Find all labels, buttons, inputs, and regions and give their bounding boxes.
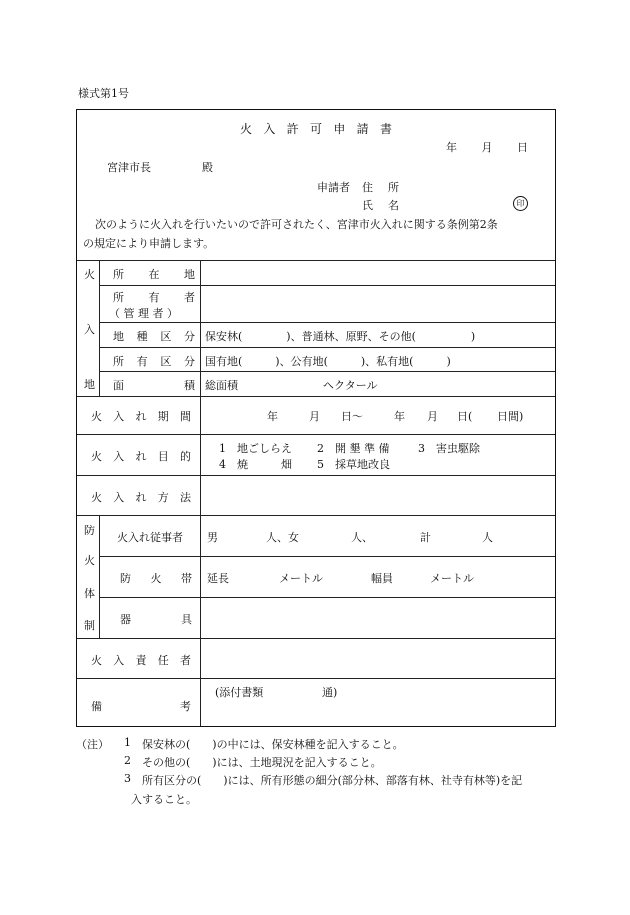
ownership-value[interactable]: 国有地( )、公有地( )、私有地( ) — [205, 355, 451, 368]
attachments-suffix: 通) — [322, 686, 338, 699]
body-text-line1: 次のように火入れを行いたいので許可されたく、宮津市火入れに関する条例第2条 — [95, 218, 498, 231]
fire-group-label-2: 火 — [84, 554, 95, 567]
period-day-from[interactable]: 日〜 — [341, 410, 363, 423]
area-prefix: 総面積 — [205, 379, 238, 392]
equipment-field[interactable] — [202, 599, 552, 636]
firebreak-length-unit[interactable]: メートル — [279, 572, 323, 585]
period-month-to[interactable]: 月 — [427, 410, 438, 423]
application-form — [76, 109, 556, 727]
responsible-label: 火 入 責 任 者 — [91, 654, 191, 667]
form-number: 様式第1号 — [78, 87, 129, 100]
owner-field[interactable] — [202, 287, 552, 321]
note-2-number: 2 — [124, 754, 131, 767]
name-label: 氏 名 — [362, 199, 399, 212]
firebreak-width-unit[interactable]: メートル — [430, 572, 474, 585]
period-label: 火 入 れ 期 間 — [91, 410, 191, 423]
area-unit: ヘクタール — [323, 379, 378, 392]
period-year-from[interactable]: 年 — [267, 410, 278, 423]
area-label: 面 積 — [113, 379, 195, 392]
equipment-label: 器 具 — [120, 613, 192, 626]
period-year-to[interactable]: 年 — [394, 410, 405, 423]
honorific: 殿 — [202, 161, 213, 174]
attachments-prefix: (添付書類 — [215, 686, 264, 699]
purpose-label: 火 入 れ 目 的 — [91, 450, 191, 463]
workers-female[interactable]: 人、女 — [266, 531, 299, 544]
note-3-continued: 入すること。 — [131, 793, 197, 806]
note-1-number: 1 — [124, 736, 131, 749]
workers-male[interactable]: 男 — [207, 531, 218, 544]
manager-label: （ 管 理 者 ） — [109, 307, 178, 320]
responsible-field[interactable] — [202, 640, 552, 676]
fire-group-label-3: 体 — [84, 587, 95, 600]
area-field[interactable] — [257, 374, 319, 392]
applicant-label: 申請者 — [317, 181, 350, 194]
workers-total[interactable]: 計 — [420, 531, 431, 544]
period-days[interactable]: 日間) — [497, 410, 524, 423]
method-field[interactable] — [202, 477, 552, 513]
address-field[interactable] — [400, 178, 550, 193]
note-2: その他の( )には、土地現況を記入すること。 — [142, 756, 382, 769]
workers-sep: 人、 — [351, 531, 373, 544]
seal-mark: 印 — [513, 196, 528, 211]
period-month-from[interactable]: 月 — [309, 410, 320, 423]
period-day-to[interactable]: 日( — [457, 410, 473, 423]
note-3-number: 3 — [124, 772, 131, 785]
land-group-label-1: 火 — [84, 268, 95, 281]
land-type-value[interactable]: 保安林( )、普通林、原野、その他( ) — [205, 330, 476, 343]
workers-total-unit: 人 — [482, 531, 493, 544]
location-field[interactable] — [202, 262, 552, 284]
fire-group-label-4: 制 — [84, 619, 95, 632]
purpose-option-3[interactable]: 3 害虫駆除 — [418, 442, 480, 455]
ownership-label: 所 有 区 分 — [113, 355, 195, 368]
purpose-option-2[interactable]: 2 開 墾 準 備 — [317, 442, 390, 455]
address-label: 住 所 — [362, 181, 399, 194]
purpose-option-5[interactable]: 5 採草地改良 — [317, 458, 390, 471]
firebreak-label: 防 火 帯 — [120, 572, 192, 585]
firebreak-width-label: 幅員 — [371, 572, 393, 585]
workers-label: 火入れ従事者 — [117, 531, 183, 544]
purpose-option-4[interactable]: 4 焼 畑 — [219, 458, 292, 471]
name-field[interactable] — [400, 196, 510, 210]
form-title: 火 入 許 可 申 請 書 — [240, 122, 392, 136]
remarks-label: 備 考 — [91, 700, 191, 713]
remarks-field[interactable] — [202, 702, 552, 724]
purpose-option-1[interactable]: 1 地ごしらえ — [219, 442, 292, 455]
location-label: 所 在 地 — [113, 268, 195, 281]
land-group-label-2: 入 — [84, 323, 95, 336]
notes-prefix: （注） — [76, 738, 109, 751]
fire-group-label-1: 防 — [84, 524, 95, 537]
land-group-label-3: 地 — [84, 378, 95, 391]
owner-label: 所 有 者 — [113, 291, 195, 304]
method-label: 火 入 れ 方 法 — [91, 491, 191, 504]
body-text-line2: の規定により申請します。 — [83, 237, 215, 250]
addressee: 宮津市長 — [107, 161, 151, 174]
application-date: 年 月 日 — [446, 141, 528, 154]
note-1: 保安林の( )の中には、保安林種を記入すること。 — [142, 738, 404, 751]
land-type-label: 地 種 区 分 — [113, 330, 195, 343]
firebreak-length-label: 延長 — [207, 572, 229, 585]
note-3: 所有区分の( )には、所有形態の細分(部分林、部落有林、社寺有林等)を記 — [142, 774, 523, 787]
